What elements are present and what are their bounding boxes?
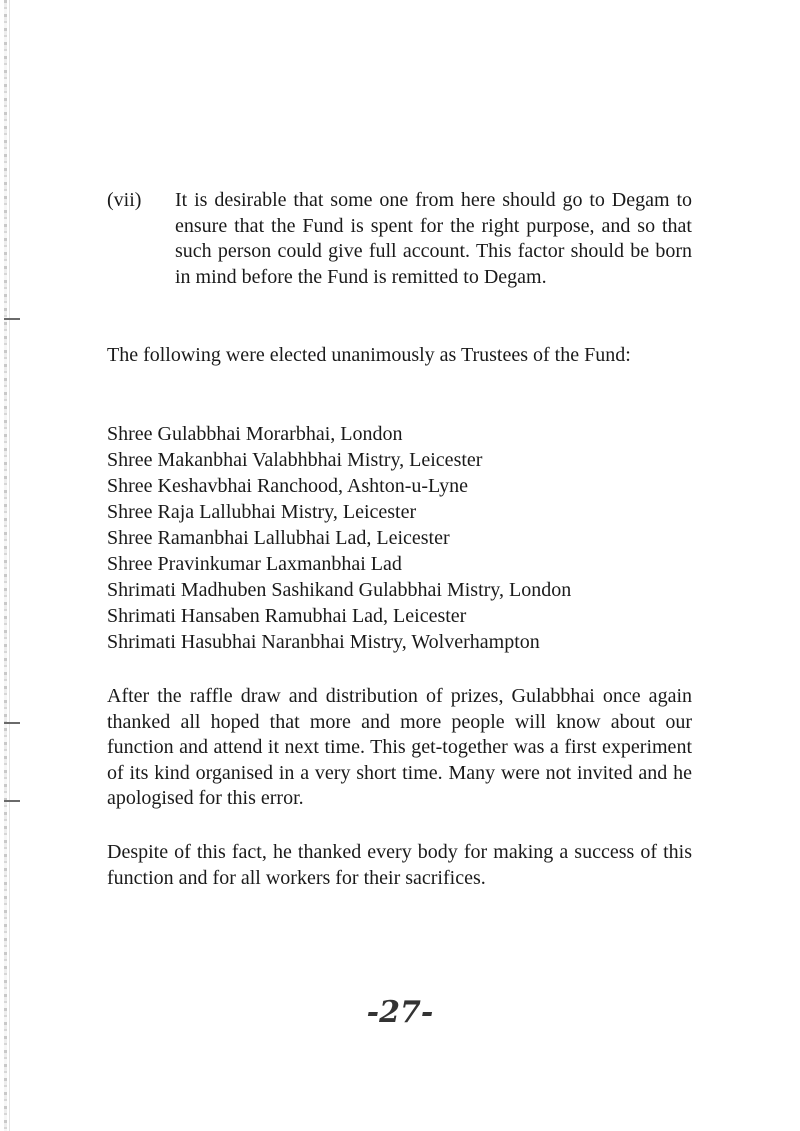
scan-mark [4, 722, 20, 724]
trustee-item: Shree Makanbhai Valabhbhai Mistry, Leicester [107, 449, 483, 471]
trustee-item: Shree Ramanbhai Lallubhai Lad, Leicester [107, 527, 450, 549]
scan-mark [4, 318, 20, 320]
closing-paragraph: Despite of this fact, he thanked every body for making a success of this function and for all workers for their sacrifices. [107, 841, 692, 889]
trustee-item: Shree Keshavbhai Ranchood, Ashton-u-Lyne [107, 475, 469, 497]
raffle-paragraph: After the raffle draw and distribution of prizes, Gulabbhai once again thanked all hoped that more and more people will know about our function and attend it next time. This get-together was a first experiment of its kind organised in a very short time. Many were not invited and he apologised for this error. [107, 685, 692, 809]
scan-mark [4, 800, 20, 802]
trustees-intro-paragraph: The following were elected unanimously as Trustees of the Fund: [107, 344, 631, 366]
trustee-item: Shrimati Hansaben Ramubhai Lad, Leicester [107, 605, 467, 627]
trustee-item: Shree Raja Lallubhai Mistry, Leicester [107, 501, 417, 523]
item-text: It is desirable that some one from here should go to Degam to ensure that the Fund is spent for the right purpose, and so that such person could give full account. This factor should be born in mind before the Fund is remitted to Degam. [175, 189, 692, 288]
scan-edge-artifact [4, 0, 7, 1131]
page-number: -27- [366, 995, 434, 1030]
trustee-item: Shree Pravinkumar Laxmanbhai Lad [107, 553, 402, 575]
scan-edge-line [9, 0, 10, 1131]
trustee-item: Shrimati Madhuben Sashikand Gulabbhai Mistry, London [107, 579, 572, 601]
trustee-item: Shrimati Hasubhai Naranbhai Mistry, Wolverhampton [107, 631, 540, 653]
trustee-list [107, 422, 692, 656]
trustee-item: Shree Gulabbhai Morarbhai, London [107, 423, 403, 445]
item-number: (vii) [107, 189, 142, 211]
